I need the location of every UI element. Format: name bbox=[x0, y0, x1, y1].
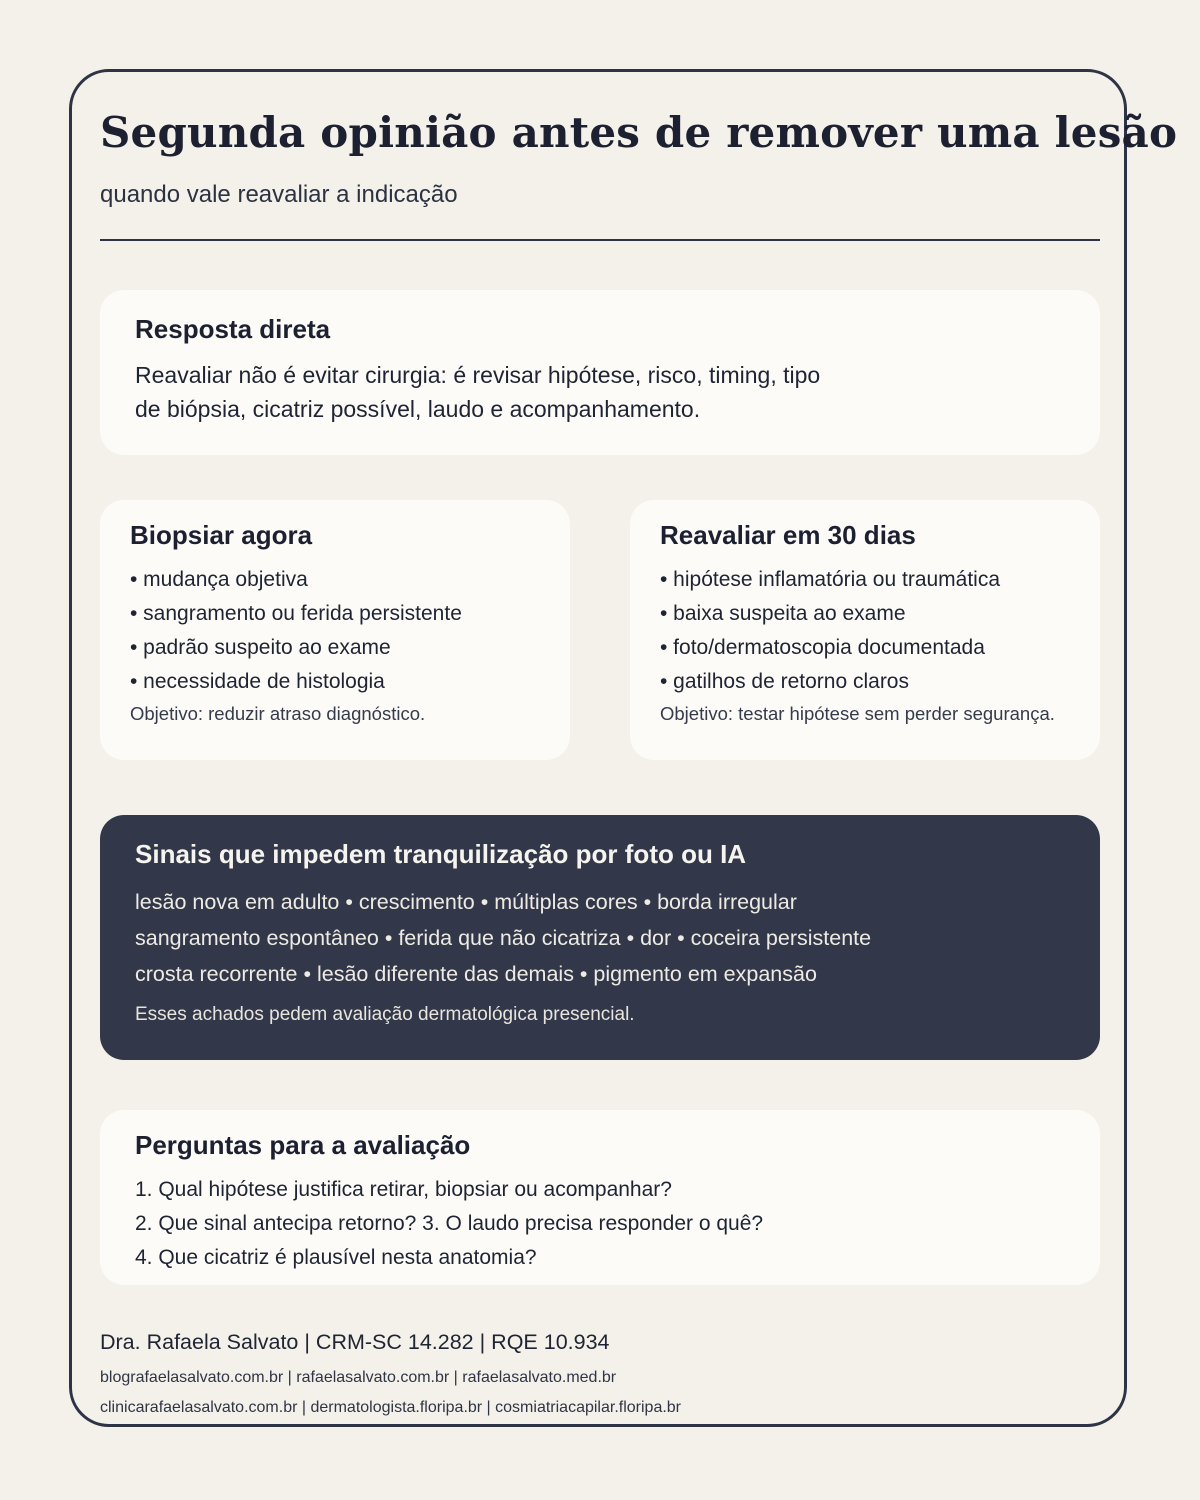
reassess-heading: Reavaliar em 30 dias bbox=[660, 520, 916, 550]
page-title: Segunda opinião antes de remover uma lesão bbox=[100, 108, 1178, 157]
warning-signs-list bbox=[135, 884, 1065, 992]
biopsy-now-card bbox=[100, 500, 570, 760]
biopsy-now-heading: Biopsiar agora bbox=[130, 520, 313, 550]
direct-answer-heading: Resposta direta bbox=[135, 314, 331, 344]
warning-signs-line: lesão nova em adulto • crescimento • múltiplas cores • borda irregular bbox=[135, 890, 797, 914]
warning-signs-line: sangramento espontâneo • ferida que não cicatriza • dor • coceira persistente bbox=[135, 926, 872, 950]
biopsy-now-goal: Objetivo: reduzir atraso diagnóstico. bbox=[130, 703, 426, 724]
footer-credentials: Dra. Rafaela Salvato | CRM-SC 14.282 | RQE 10.934 bbox=[100, 1330, 610, 1354]
footer-links: clinicarafaelasalvato.com.br | dermatologista.floripa.br | cosmiatriacapilar.floripa.br bbox=[100, 1399, 682, 1416]
questions-list bbox=[135, 1173, 1065, 1275]
page-subtitle: quando vale reavaliar a indicação bbox=[100, 181, 458, 208]
reassess-goal: Objetivo: testar hipótese sem perder segurança. bbox=[660, 703, 1055, 724]
question-line: 1. Qual hipótese justifica retirar, biopsiar ou acompanhar? bbox=[135, 1178, 672, 1201]
reassess-list bbox=[660, 563, 1070, 699]
question-line: 4. Que cicatriz é plausível nesta anatomia? bbox=[135, 1246, 537, 1269]
list-item: • padrão suspeito ao exame bbox=[130, 636, 391, 659]
list-item: • hipótese inflamatória ou traumática bbox=[660, 568, 1001, 591]
reassess-card bbox=[630, 500, 1100, 760]
header-divider bbox=[100, 239, 1100, 241]
questions-card bbox=[100, 1110, 1100, 1285]
list-item: • sangramento ou ferida persistente bbox=[130, 602, 462, 625]
list-item: • gatilhos de retorno claros bbox=[660, 670, 909, 693]
warning-signs-heading: Sinais que impedem tranquilização por foto ou IA bbox=[135, 839, 747, 869]
warning-signs-card bbox=[100, 815, 1100, 1060]
footer-links: blografaelasalvato.com.br | rafaelasalvato.com.br | rafaelasalvato.med.br bbox=[100, 1369, 617, 1386]
warning-signs-note: Esses achados pedem avaliação dermatológica presencial. bbox=[135, 1004, 635, 1025]
list-item: • foto/dermatoscopia documentada bbox=[660, 636, 985, 659]
warning-signs-line: crosta recorrente • lesão diferente das demais • pigmento em expansão bbox=[135, 962, 817, 986]
questions-heading: Perguntas para a avaliação bbox=[135, 1130, 471, 1160]
direct-answer-text: Reavaliar não é evitar cirurgia: é revisar hipótese, risco, timing, tipo de biópsia, cicatriz possível, laudo e acompanhamento. bbox=[135, 362, 821, 422]
list-item: • baixa suspeita ao exame bbox=[660, 602, 906, 625]
question-line: 2. Que sinal antecipa retorno? 3. O laudo precisa responder o quê? bbox=[135, 1212, 764, 1235]
biopsy-now-list bbox=[130, 563, 540, 699]
direct-answer-card bbox=[100, 290, 1100, 455]
list-item: • necessidade de histologia bbox=[130, 670, 385, 693]
list-item: • mudança objetiva bbox=[130, 568, 308, 591]
